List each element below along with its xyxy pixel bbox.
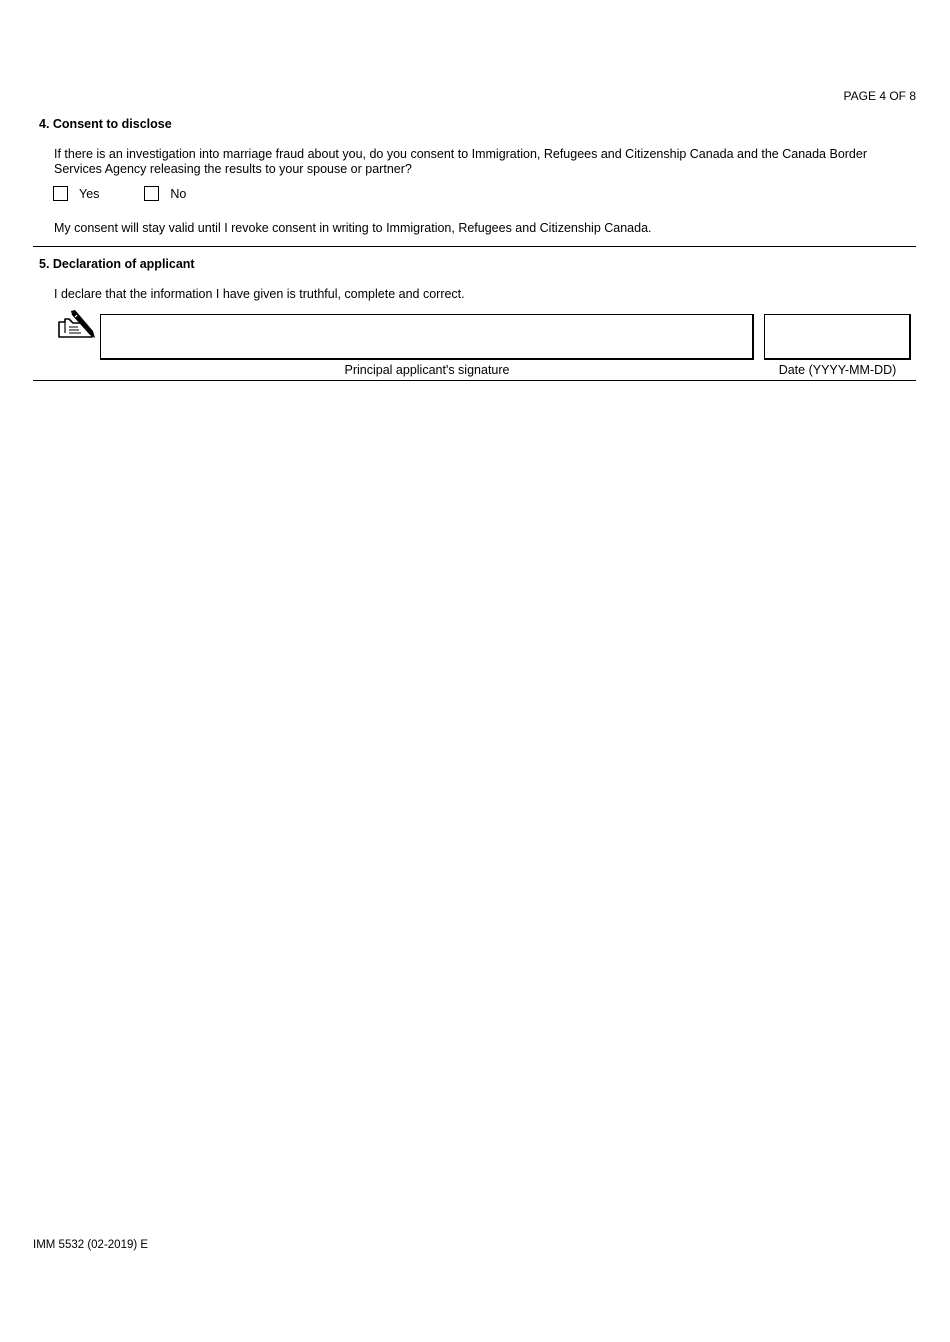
consent-options [53, 186, 231, 201]
no-label: No [170, 186, 187, 201]
signature-label: Principal applicant's signature [344, 363, 510, 377]
signature-field[interactable] [100, 314, 754, 360]
date-field[interactable] [764, 314, 911, 360]
consent-option-no [144, 186, 186, 201]
yes-checkbox[interactable] [53, 186, 68, 201]
page-number: PAGE 4 OF 8 [843, 89, 916, 103]
section-4-heading: 4. Consent to disclose [39, 117, 172, 131]
section-5-heading: 5. Declaration of applicant [39, 257, 195, 271]
consent-validity-note: My consent will stay valid until I revoke consent in writing to Immigration, Refugees and Citizenship Canada. [54, 221, 652, 235]
yes-label: Yes [79, 186, 100, 201]
consent-option-yes [53, 186, 99, 201]
form-code: IMM 5532 (02-2019) E [33, 1239, 149, 1251]
pen-signing-icon [56, 309, 98, 341]
consent-question: If there is an investigation into marriage fraud about you, do you consent to Immigration, Refugees and Citizenship Canada and the Canada Border Services Agency releasing the results to your spouse or partner? [54, 147, 867, 176]
section-bottom-rule [33, 380, 916, 381]
no-checkbox[interactable] [144, 186, 159, 201]
date-label: Date (YYYY-MM-DD) [778, 363, 897, 377]
section-divider [33, 246, 916, 247]
declaration-statement: I declare that the information I have given is truthful, complete and correct. [54, 287, 465, 301]
